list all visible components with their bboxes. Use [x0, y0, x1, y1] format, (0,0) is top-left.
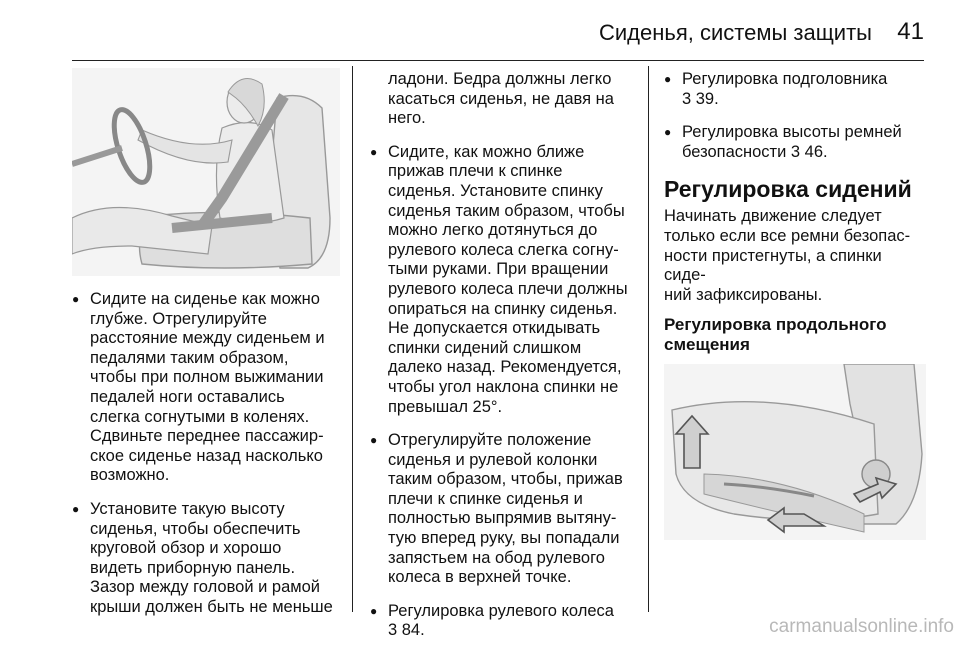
subsection-heading: Регулировка продольного смещения	[664, 315, 887, 355]
seat-adjustment-illustration	[664, 364, 926, 540]
continued-text: ладони. Бедра должны легко касаться сиденья, не давя на него.	[388, 70, 614, 128]
driver-seating-illustration	[72, 68, 340, 276]
header-rule	[72, 60, 924, 61]
page-header	[0, 0, 960, 60]
column-divider-2	[648, 66, 649, 612]
bullet-item: ● Отрегулируйте положение сиденья и рулевой колонки таким образом, чтобы, прижав плечи к спинке сиденья и полностью выпрямив вытяну- тую вперед руку, вы попадали запястьем на обод рулевого колеса в верхней точке.	[370, 431, 642, 588]
bullet-item: ● Сидите на сиденье как можно глубже. Отрегулируйте расстояние между сиденьем и педалями таким образом, чтобы при полном выжимании педалей ноги оставались слегка согнутыми в коленях. Сдвиньте переднее пассажир- ское сиденье назад насколько возможно.	[72, 290, 342, 486]
page-ref-link[interactable]: 3 84.	[388, 621, 425, 640]
column-3	[664, 70, 926, 355]
column-divider-1	[352, 66, 353, 612]
column-1	[72, 290, 342, 632]
bullet-item: ● Сидите, как можно ближе прижав плечи к спинке сиденья. Установите спинку сиденья таким образом, чтобы можно легко дотянуться до рулевого колеса слегка согну- тыми руками. При вращении рулевого колеса плечи должны опираться на спинку сиденья. Не допускается откидывать спинки сидений слишком далеко назад. Рекомендуется, чтобы угол наклона спинки не превышал 25°.	[370, 143, 642, 417]
watermark: carmanualsonline.info	[769, 616, 954, 637]
column-2	[370, 70, 642, 655]
bullet-item: ● Регулировка высоты ремней безопасности 3 46.	[664, 123, 926, 162]
bullet-item: ● Регулировка рулевого колеса 3 84.	[370, 602, 642, 641]
section-heading: Регулировка сидений	[664, 176, 912, 203]
page-ref-link[interactable]: безопасности 3 46.	[682, 142, 828, 161]
page-ref-link[interactable]: 3 39.	[682, 89, 719, 108]
bullet-item: ● Регулировка подголовника 3 39.	[664, 70, 926, 109]
page-title: Сиденья, системы защиты	[598, 20, 872, 45]
page-number: 41	[897, 18, 924, 45]
section-paragraph: Начинать движение следует только если все ремни безопас- ности пристегнуты, а спинки сиде- ний зафиксированы.	[664, 207, 911, 304]
bullet-item: ● Установите такую высоту сиденья, чтобы обеспечить круговой обзор и хорошо видеть приборную панель. Зазор между головой и рамой крыши должен быть не меньше	[72, 500, 342, 618]
